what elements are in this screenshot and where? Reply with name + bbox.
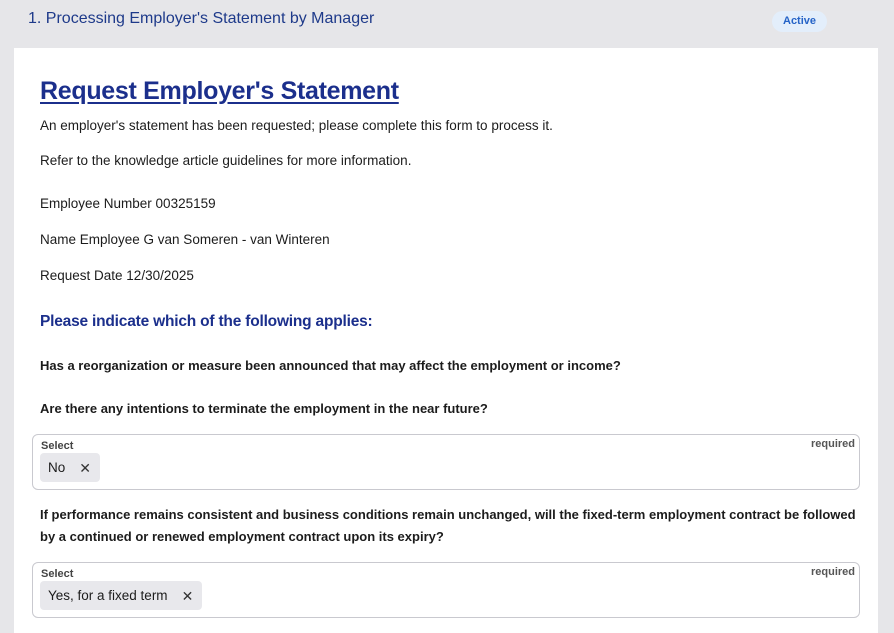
intro-text: An employer's statement has been requested; please complete this form to process it.	[40, 118, 553, 133]
step-header[interactable]	[0, 0, 894, 48]
question-reorganization: Has a reorganization or measure been announced that may affect the employment or income?	[40, 358, 621, 373]
employee-name: Name Employee G van Someren - van Winteren	[40, 232, 330, 247]
required-tag: required	[810, 566, 855, 578]
request-date: Request Date 12/30/2025	[40, 268, 194, 283]
question-termination: Are there any intentions to terminate the employment in the near future?	[40, 401, 488, 416]
form-panel	[14, 48, 878, 633]
chip-label: No	[48, 460, 66, 475]
selected-chip-no[interactable]	[40, 453, 100, 482]
section-heading: Please indicate which of the following applies:	[40, 313, 373, 330]
refer-text: Refer to the knowledge article guidelines for more information.	[40, 153, 412, 168]
chip-label: Yes, for a fixed term	[48, 588, 168, 603]
select-label: Select	[41, 568, 74, 580]
close-icon[interactable]: ✕	[79, 459, 91, 476]
employee-number: Employee Number 00325159	[40, 196, 216, 211]
termination-select[interactable]	[32, 434, 860, 490]
close-icon[interactable]: ✕	[181, 587, 194, 604]
status-badge: Active	[772, 11, 827, 32]
required-tag: required	[810, 438, 855, 450]
step-title[interactable]: 1. Processing Employer's Statement by Manager	[28, 10, 375, 27]
select-label: Select	[41, 440, 74, 452]
contract-renewal-select[interactable]	[32, 562, 860, 618]
form-title: Request Employer's Statement	[40, 77, 399, 105]
question-contract-renewal: If performance remains consistent and business conditions remain unchanged, will the fixed-term employment contract be followed by a continued or renewed employment contract upon its expiry?	[40, 507, 856, 544]
selected-chip-fixed-term[interactable]	[40, 581, 202, 610]
